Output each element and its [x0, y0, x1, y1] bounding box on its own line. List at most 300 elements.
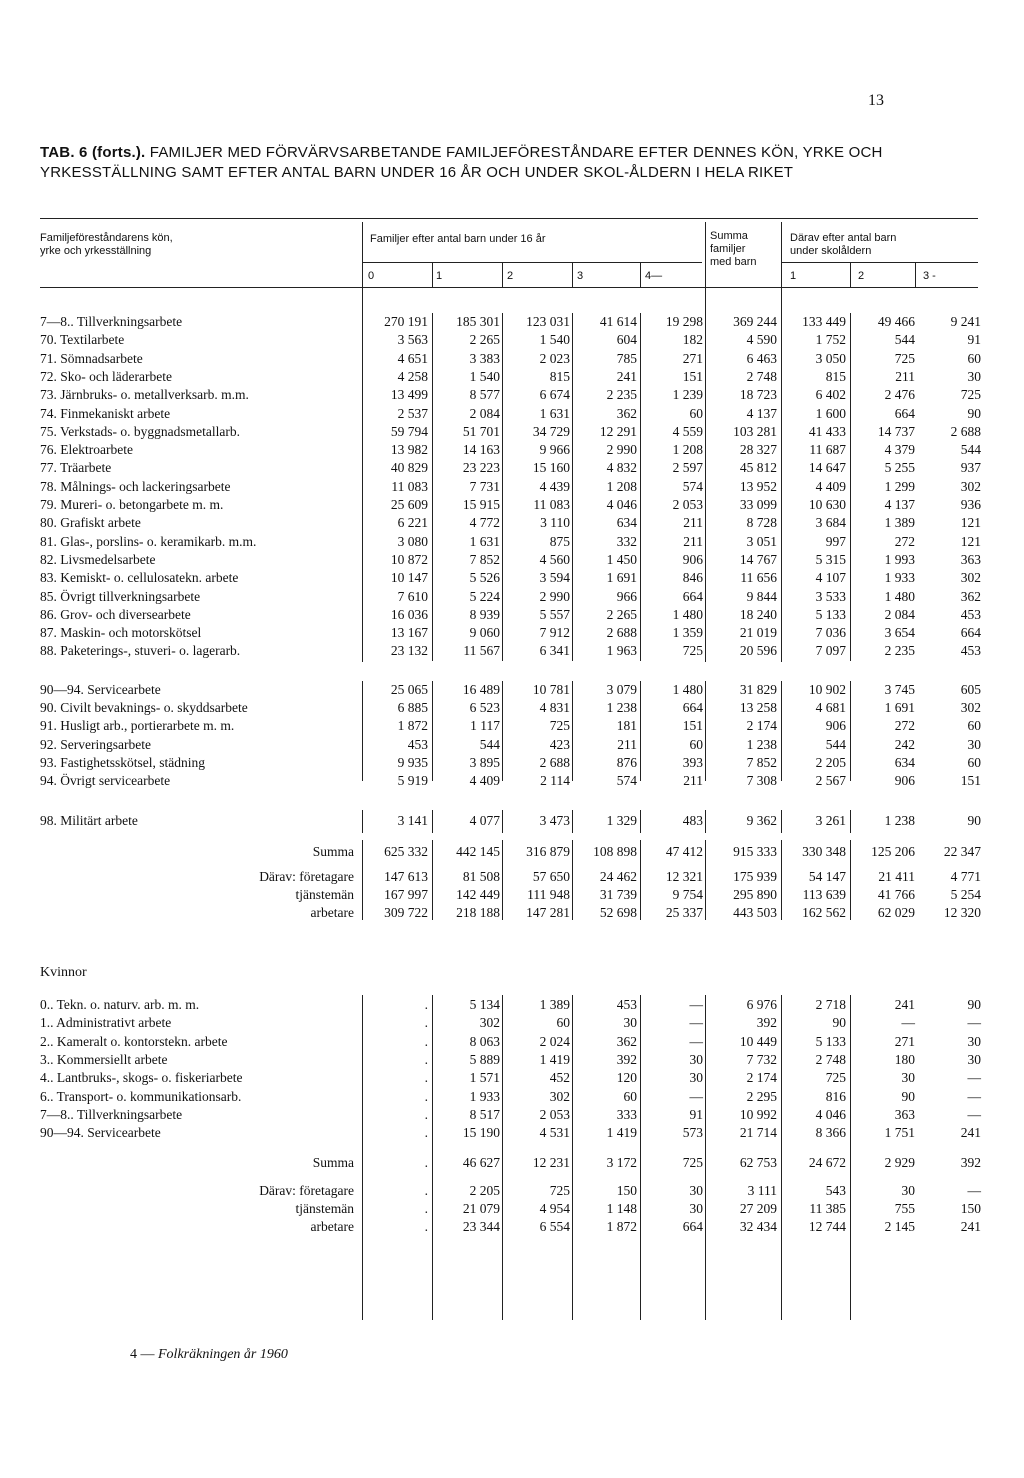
row-label: 92. Serveringsarbete [40, 737, 151, 752]
group2-header [790, 232, 896, 258]
row-label: 79. Mureri- o. betongarbete m. m. [40, 497, 224, 512]
cell-value: 14 163 [462, 442, 500, 458]
cell-value: 1 359 [672, 625, 703, 641]
cell-value: 442 145 [456, 844, 500, 859]
cell-value: 30 [901, 1183, 915, 1198]
cell-value: 997 [825, 533, 846, 549]
subcolumn-divider [432, 262, 433, 288]
cell-value: . [424, 1201, 428, 1216]
cell-value: 16 036 [390, 606, 428, 622]
cell-value: 6 221 [397, 515, 428, 531]
cell-value: 3 110 [540, 515, 570, 531]
cell-value: 4 771 [950, 869, 981, 884]
cell-value: . [424, 1033, 428, 1049]
cell-value: . [424, 1219, 428, 1234]
cell-value: 392 [616, 1051, 637, 1067]
cell-value: 393 [682, 755, 703, 770]
cell-value: 1 631 [469, 533, 500, 549]
cell-value: 211 [895, 368, 915, 384]
cell-value: 147 613 [384, 869, 428, 884]
cell-value: 3 111 [747, 1183, 777, 1198]
row-label: Därav: företagare [259, 1183, 354, 1198]
cell-value: 1 148 [606, 1201, 637, 1216]
row-label: Summa [312, 1155, 354, 1170]
cell-value: 4 681 [815, 700, 846, 715]
row-label: 4.. Lantbruks-, skogs- o. fiskeriarbete [40, 1070, 243, 1086]
cell-value: 2 476 [884, 387, 915, 403]
table-title [40, 143, 990, 183]
cell-value: 1 389 [539, 997, 570, 1012]
cell-value: 4 137 [746, 405, 777, 421]
table-row [40, 331, 990, 349]
cell-value: 271 [682, 350, 703, 366]
cell-value: 23 223 [462, 460, 500, 476]
cell-value: 915 333 [733, 844, 777, 859]
table-row [40, 904, 990, 922]
cell-value: 4 560 [539, 551, 570, 567]
cell-value: 113 639 [802, 887, 846, 902]
cell-value: 3 473 [539, 813, 570, 828]
table-row [40, 313, 990, 331]
cell-value: 295 890 [733, 887, 777, 902]
cell-value: — [967, 1183, 981, 1198]
cell-value: 2 718 [815, 997, 846, 1012]
cell-value: 8 063 [469, 1033, 500, 1049]
cell-value: 211 [683, 773, 703, 788]
cell-value: 9 754 [672, 887, 703, 902]
cell-value: . [424, 1088, 428, 1104]
cell-value: 30 [967, 1051, 981, 1067]
cell-value: 41 433 [808, 423, 846, 439]
cell-value: 333 [616, 1106, 637, 1122]
cell-value: 6 341 [539, 643, 570, 659]
cell-value: 5 557 [539, 606, 570, 622]
cell-value: 150 [616, 1183, 637, 1198]
cell-value: 725 [682, 1155, 703, 1170]
cell-value: 5 224 [469, 588, 500, 604]
cell-value: — [967, 1015, 981, 1031]
cell-value: 4 258 [397, 368, 428, 384]
cell-value: 7 610 [397, 588, 428, 604]
row-label: 82. Livsmedelsarbete [40, 551, 156, 567]
cell-value: 151 [960, 773, 981, 788]
cell-value: 2 688 [606, 625, 637, 641]
subcolumn-divider [640, 262, 641, 288]
cell-value: 453 [407, 737, 428, 752]
cell-value: 5 133 [815, 1033, 846, 1049]
table-row [40, 478, 990, 496]
cell-value: 1 238 [884, 813, 915, 828]
cell-value: 6 554 [539, 1219, 570, 1234]
cell-value: 12 291 [599, 423, 637, 439]
cell-value: 1 239 [672, 387, 703, 403]
row-label: Summa [312, 844, 354, 859]
cell-value: 121 [960, 515, 981, 531]
cell-value: 271 [894, 1033, 915, 1049]
cell-value: 46 627 [462, 1155, 500, 1170]
cell-value: 11 567 [463, 643, 500, 659]
cell-value: 12 231 [532, 1155, 570, 1170]
cell-value: 108 898 [593, 844, 637, 859]
cell-value: 3 261 [815, 813, 846, 828]
cell-value: 4 077 [469, 813, 500, 828]
cell-value: 31 739 [599, 887, 637, 902]
cell-value: 3 654 [884, 625, 915, 641]
cell-value: 8 577 [469, 387, 500, 403]
cell-value: 162 562 [802, 905, 846, 920]
kvinnor-row [40, 996, 990, 1014]
cell-value: 10 902 [808, 682, 846, 697]
cell-value: — [689, 997, 703, 1012]
cell-value: 906 [825, 718, 846, 733]
cell-value: 4 409 [469, 773, 500, 788]
cell-value: 3 079 [606, 682, 637, 697]
cell-value: 59 794 [390, 423, 428, 439]
cell-value: 11 083 [533, 497, 570, 512]
cell-value: 309 722 [384, 905, 428, 920]
cell-value: 3 745 [884, 682, 915, 697]
subheader-barn-0: 0 [368, 270, 375, 282]
cell-value: 1 299 [884, 478, 915, 494]
cell-value: . [424, 1015, 428, 1031]
cell-value: 1 540 [539, 332, 570, 348]
cell-value: 12 744 [808, 1219, 846, 1234]
cell-value: 906 [894, 773, 915, 788]
cell-value: 7 036 [815, 625, 846, 641]
cell-value: 5 315 [815, 551, 846, 567]
row-label: 75. Verkstads- o. byggnadsmetallarb. [40, 423, 240, 439]
cell-value: 4 046 [606, 497, 637, 512]
cell-value: 10 630 [808, 497, 846, 512]
table-label: TAB. 6 (forts.). [40, 144, 146, 161]
row-label: arbetare [310, 1219, 354, 1234]
cell-value: 11 656 [740, 570, 777, 586]
summa-header-line3: med barn [710, 256, 757, 268]
cell-value: 815 [549, 368, 570, 384]
table-row [40, 405, 990, 423]
cell-value: 30 [623, 1015, 637, 1031]
cell-value: 316 879 [526, 844, 570, 859]
cell-value: 7 852 [746, 755, 777, 770]
cell-value: 725 [549, 718, 570, 733]
row-label: 94. Övrigt servicearbete [40, 773, 171, 788]
cell-value: 1 238 [606, 700, 637, 715]
cell-value: 7 731 [469, 478, 500, 494]
cell-value: 120 [616, 1070, 637, 1086]
kvinnor-heading: Kvinnor [40, 965, 87, 980]
cell-value: 5 919 [397, 773, 428, 788]
header-top-rule [40, 218, 978, 219]
cell-value: 1 540 [469, 368, 500, 384]
cell-value: 4 831 [539, 700, 570, 715]
cell-value: 57 650 [532, 869, 570, 884]
row-label: 0.. Tekn. o. naturv. arb. m. m. [40, 997, 200, 1012]
cell-value: 5 255 [884, 460, 915, 476]
row-label: 90. Civilt bevaknings- o. skyddsarbete [40, 700, 248, 715]
cell-value: 11 385 [809, 1201, 846, 1216]
row-label: 70. Textilarbete [40, 332, 125, 348]
cell-value: 111 948 [527, 887, 570, 902]
cell-value: 30 [967, 737, 981, 752]
table-row [40, 699, 990, 717]
cell-value: 1 933 [884, 570, 915, 586]
cell-value: 966 [616, 588, 637, 604]
cell-value: 1 600 [815, 405, 846, 421]
table-row [40, 812, 990, 830]
cell-value: 330 348 [802, 844, 846, 859]
cell-value: 121 [960, 533, 981, 549]
cell-value: 8 939 [469, 606, 500, 622]
cell-value: 10 872 [390, 551, 428, 567]
cell-value: 2 053 [539, 1106, 570, 1122]
cell-value: 60 [967, 755, 981, 770]
cell-value: 2 990 [539, 588, 570, 604]
cell-value: 25 065 [390, 682, 428, 697]
cell-value: 574 [616, 773, 637, 788]
cell-value: 2 748 [815, 1051, 846, 1067]
subheader-skolalder-1: 2 [858, 270, 865, 282]
row-label: 77. Träarbete [40, 460, 112, 476]
row-label: 90—94. Servicearbete [40, 682, 161, 697]
footer-prefix: 4 — [130, 1347, 155, 1362]
cell-value: 14 767 [739, 551, 777, 567]
kvinnor-row [40, 1014, 990, 1032]
cell-value: 272 [894, 533, 915, 549]
kvinnor-row [40, 1069, 990, 1087]
cell-value: 25 337 [665, 905, 703, 920]
cell-value: 24 462 [599, 869, 637, 884]
cell-value: — [689, 1088, 703, 1104]
cell-value: 25 609 [390, 497, 428, 512]
cell-value: 22 347 [943, 844, 981, 859]
cell-value: 634 [894, 755, 915, 770]
cell-value: 90 [832, 1015, 846, 1031]
cell-value: 60 [689, 405, 703, 421]
kvinnor-row [40, 1124, 990, 1142]
cell-value: 30 [967, 1033, 981, 1049]
cell-value: 21 079 [462, 1201, 500, 1216]
cell-value: 125 206 [871, 844, 915, 859]
cell-value: 7 097 [815, 643, 846, 659]
cell-value: 91 [689, 1106, 703, 1122]
cell-value: 1 238 [746, 737, 777, 752]
cell-value: 725 [960, 387, 981, 403]
cell-value: 13 982 [390, 442, 428, 458]
table-row [40, 681, 990, 699]
kvinnor-row [40, 1088, 990, 1106]
row-label: 73. Järnbruks- o. metallverksarb. m.m. [40, 387, 249, 403]
cell-value: 1 963 [606, 643, 637, 659]
kvinnor-row [40, 1033, 990, 1051]
cell-value: 151 [682, 718, 703, 733]
cell-value: 392 [960, 1155, 981, 1170]
cell-value: 60 [556, 1015, 570, 1031]
subheader-barn-1: 1 [436, 270, 443, 282]
cell-value: 1 691 [884, 700, 915, 715]
table-row [40, 717, 990, 735]
cell-value: 2 929 [884, 1155, 915, 1170]
cell-value: 3 383 [469, 350, 500, 366]
cell-value: . [424, 997, 428, 1012]
row-label: Därav: företagare [259, 869, 354, 884]
group2-rule [782, 262, 978, 263]
cell-value: 2 084 [469, 405, 500, 421]
cell-value: 4 590 [746, 332, 777, 348]
cell-value: 3 051 [746, 533, 777, 549]
cell-value: 19 298 [665, 314, 703, 329]
table-row [40, 772, 990, 790]
subheader-barn-4: 4— [645, 270, 663, 282]
cell-value: 90 [967, 405, 981, 421]
cell-value: 1 872 [397, 718, 428, 733]
summa-header-line1: Summa [710, 230, 748, 242]
cell-value: 30 [901, 1070, 915, 1086]
cell-value: 5 526 [469, 570, 500, 586]
cell-value: 2 688 [539, 755, 570, 770]
table-row [40, 606, 990, 624]
cell-value: 625 332 [384, 844, 428, 859]
kvinnor-row [40, 1051, 990, 1069]
cell-value: 7 732 [746, 1051, 777, 1067]
cell-value: . [424, 1070, 428, 1086]
row-label: 78. Målnings- och lackeringsarbete [40, 478, 231, 494]
cell-value: 1 872 [606, 1219, 637, 1234]
row-label: 85. Övrigt tillverkningsarbete [40, 588, 201, 604]
cell-value: 15 915 [462, 497, 500, 512]
cell-value: 8 517 [469, 1106, 500, 1122]
cell-value: 241 [960, 1219, 981, 1234]
cell-value: 2 053 [672, 497, 703, 512]
cell-value: — [689, 1033, 703, 1049]
row-label: 81. Glas-, porslins- o. keramikarb. m.m. [40, 533, 257, 549]
cell-value: 40 829 [390, 460, 428, 476]
cell-value: 725 [549, 1183, 570, 1198]
cell-value: 23 132 [390, 643, 428, 659]
stub-header-line1: Familjeföreståndarens kön, [40, 232, 173, 244]
group1-header: Familjer efter antal barn under 16 år [370, 233, 546, 245]
cell-value: 634 [616, 515, 637, 531]
cell-value: 1 389 [884, 515, 915, 531]
table-row [40, 868, 990, 886]
row-label: 71. Sömnadsarbete [40, 350, 143, 366]
group2-header-line2: under skolåldern [790, 245, 872, 257]
cell-value: 15 190 [462, 1125, 500, 1141]
cell-value: 51 701 [462, 423, 500, 439]
cell-value: 725 [825, 1070, 846, 1086]
cell-value: 2 265 [606, 606, 637, 622]
cell-value: 241 [960, 1125, 981, 1141]
cell-value: 8 728 [746, 515, 777, 531]
row-label: 7—8.. Tillverkningsarbete [40, 314, 183, 329]
cell-value: 3 050 [815, 350, 846, 366]
subcolumn-divider [850, 262, 851, 288]
cell-value: 24 672 [808, 1155, 846, 1170]
cell-value: 12 321 [665, 869, 703, 884]
cell-value: 3 895 [469, 755, 500, 770]
cell-value: . [424, 1183, 428, 1198]
cell-value: 544 [825, 737, 846, 752]
cell-value: 1 208 [606, 478, 637, 494]
cell-value: 875 [549, 533, 570, 549]
stub-header [40, 232, 173, 258]
table-row [40, 496, 990, 514]
cell-value: 6 885 [397, 700, 428, 715]
cell-value: 27 209 [739, 1201, 777, 1216]
table-row [40, 350, 990, 368]
page-number: 13 [868, 92, 884, 109]
summa-header [710, 230, 756, 269]
cell-value: 45 812 [739, 460, 777, 476]
cell-value: 1 480 [884, 588, 915, 604]
cell-value: 14 647 [808, 460, 846, 476]
cell-value: 10 992 [739, 1106, 777, 1122]
cell-value: 4 651 [397, 350, 428, 366]
cell-value: 123 031 [526, 314, 570, 329]
cell-value: . [424, 1051, 428, 1067]
cell-value: 91 [967, 332, 981, 348]
cell-value: 2 024 [539, 1033, 570, 1049]
cell-value: 14 737 [877, 423, 915, 439]
group2-header-line1: Därav efter antal barn [790, 232, 897, 244]
subcolumn-divider [915, 262, 916, 288]
cell-value: — [901, 1015, 915, 1031]
cell-value: 574 [682, 478, 703, 494]
cell-value: 21 019 [739, 625, 777, 641]
group1-rule [362, 262, 702, 263]
row-label: 72. Sko- och läderarbete [40, 368, 172, 384]
cell-value: 2 235 [606, 387, 637, 403]
cell-value: 1 419 [606, 1125, 637, 1141]
cell-value: 443 503 [733, 905, 777, 920]
subheader-skolalder-0: 1 [790, 270, 797, 282]
table-row [40, 624, 990, 642]
cell-value: 664 [960, 625, 981, 641]
table-row [40, 368, 990, 386]
cell-value: 544 [894, 332, 915, 348]
row-label: 88. Paketerings-, stuveri- o. lagerarb. [40, 643, 241, 659]
cell-value: 211 [617, 737, 637, 752]
cell-value: 906 [682, 551, 703, 567]
row-label: 90—94. Servicearbete [40, 1125, 161, 1141]
cell-value: 725 [894, 350, 915, 366]
cell-value: 9 966 [539, 442, 570, 458]
table-row [40, 386, 990, 404]
table-row [40, 843, 990, 861]
cell-value: 876 [616, 755, 637, 770]
cell-value: 31 829 [739, 682, 777, 697]
cell-value: 1 480 [672, 682, 703, 697]
cell-value: 182 [682, 332, 703, 348]
cell-value: 1 691 [606, 570, 637, 586]
cell-value: 211 [683, 515, 703, 531]
cell-value: 9 241 [950, 314, 981, 329]
cell-value: 12 320 [943, 905, 981, 920]
row-label: 80. Grafiskt arbete [40, 515, 141, 531]
cell-value: 4 137 [884, 497, 915, 512]
cell-value: 15 160 [532, 460, 570, 476]
kvinnor-row [40, 1200, 990, 1218]
cell-value: 4 046 [815, 1106, 846, 1122]
cell-value: 30 [967, 368, 981, 384]
cell-value: 8 366 [815, 1125, 846, 1141]
cell-value: 16 489 [462, 682, 500, 697]
cell-value: 7 852 [469, 551, 500, 567]
kvinnor-row [40, 1106, 990, 1124]
cell-value: 785 [616, 350, 637, 366]
cell-value: 2 114 [540, 773, 570, 788]
cell-value: 2 145 [884, 1219, 915, 1234]
cell-value: 30 [689, 1201, 703, 1216]
